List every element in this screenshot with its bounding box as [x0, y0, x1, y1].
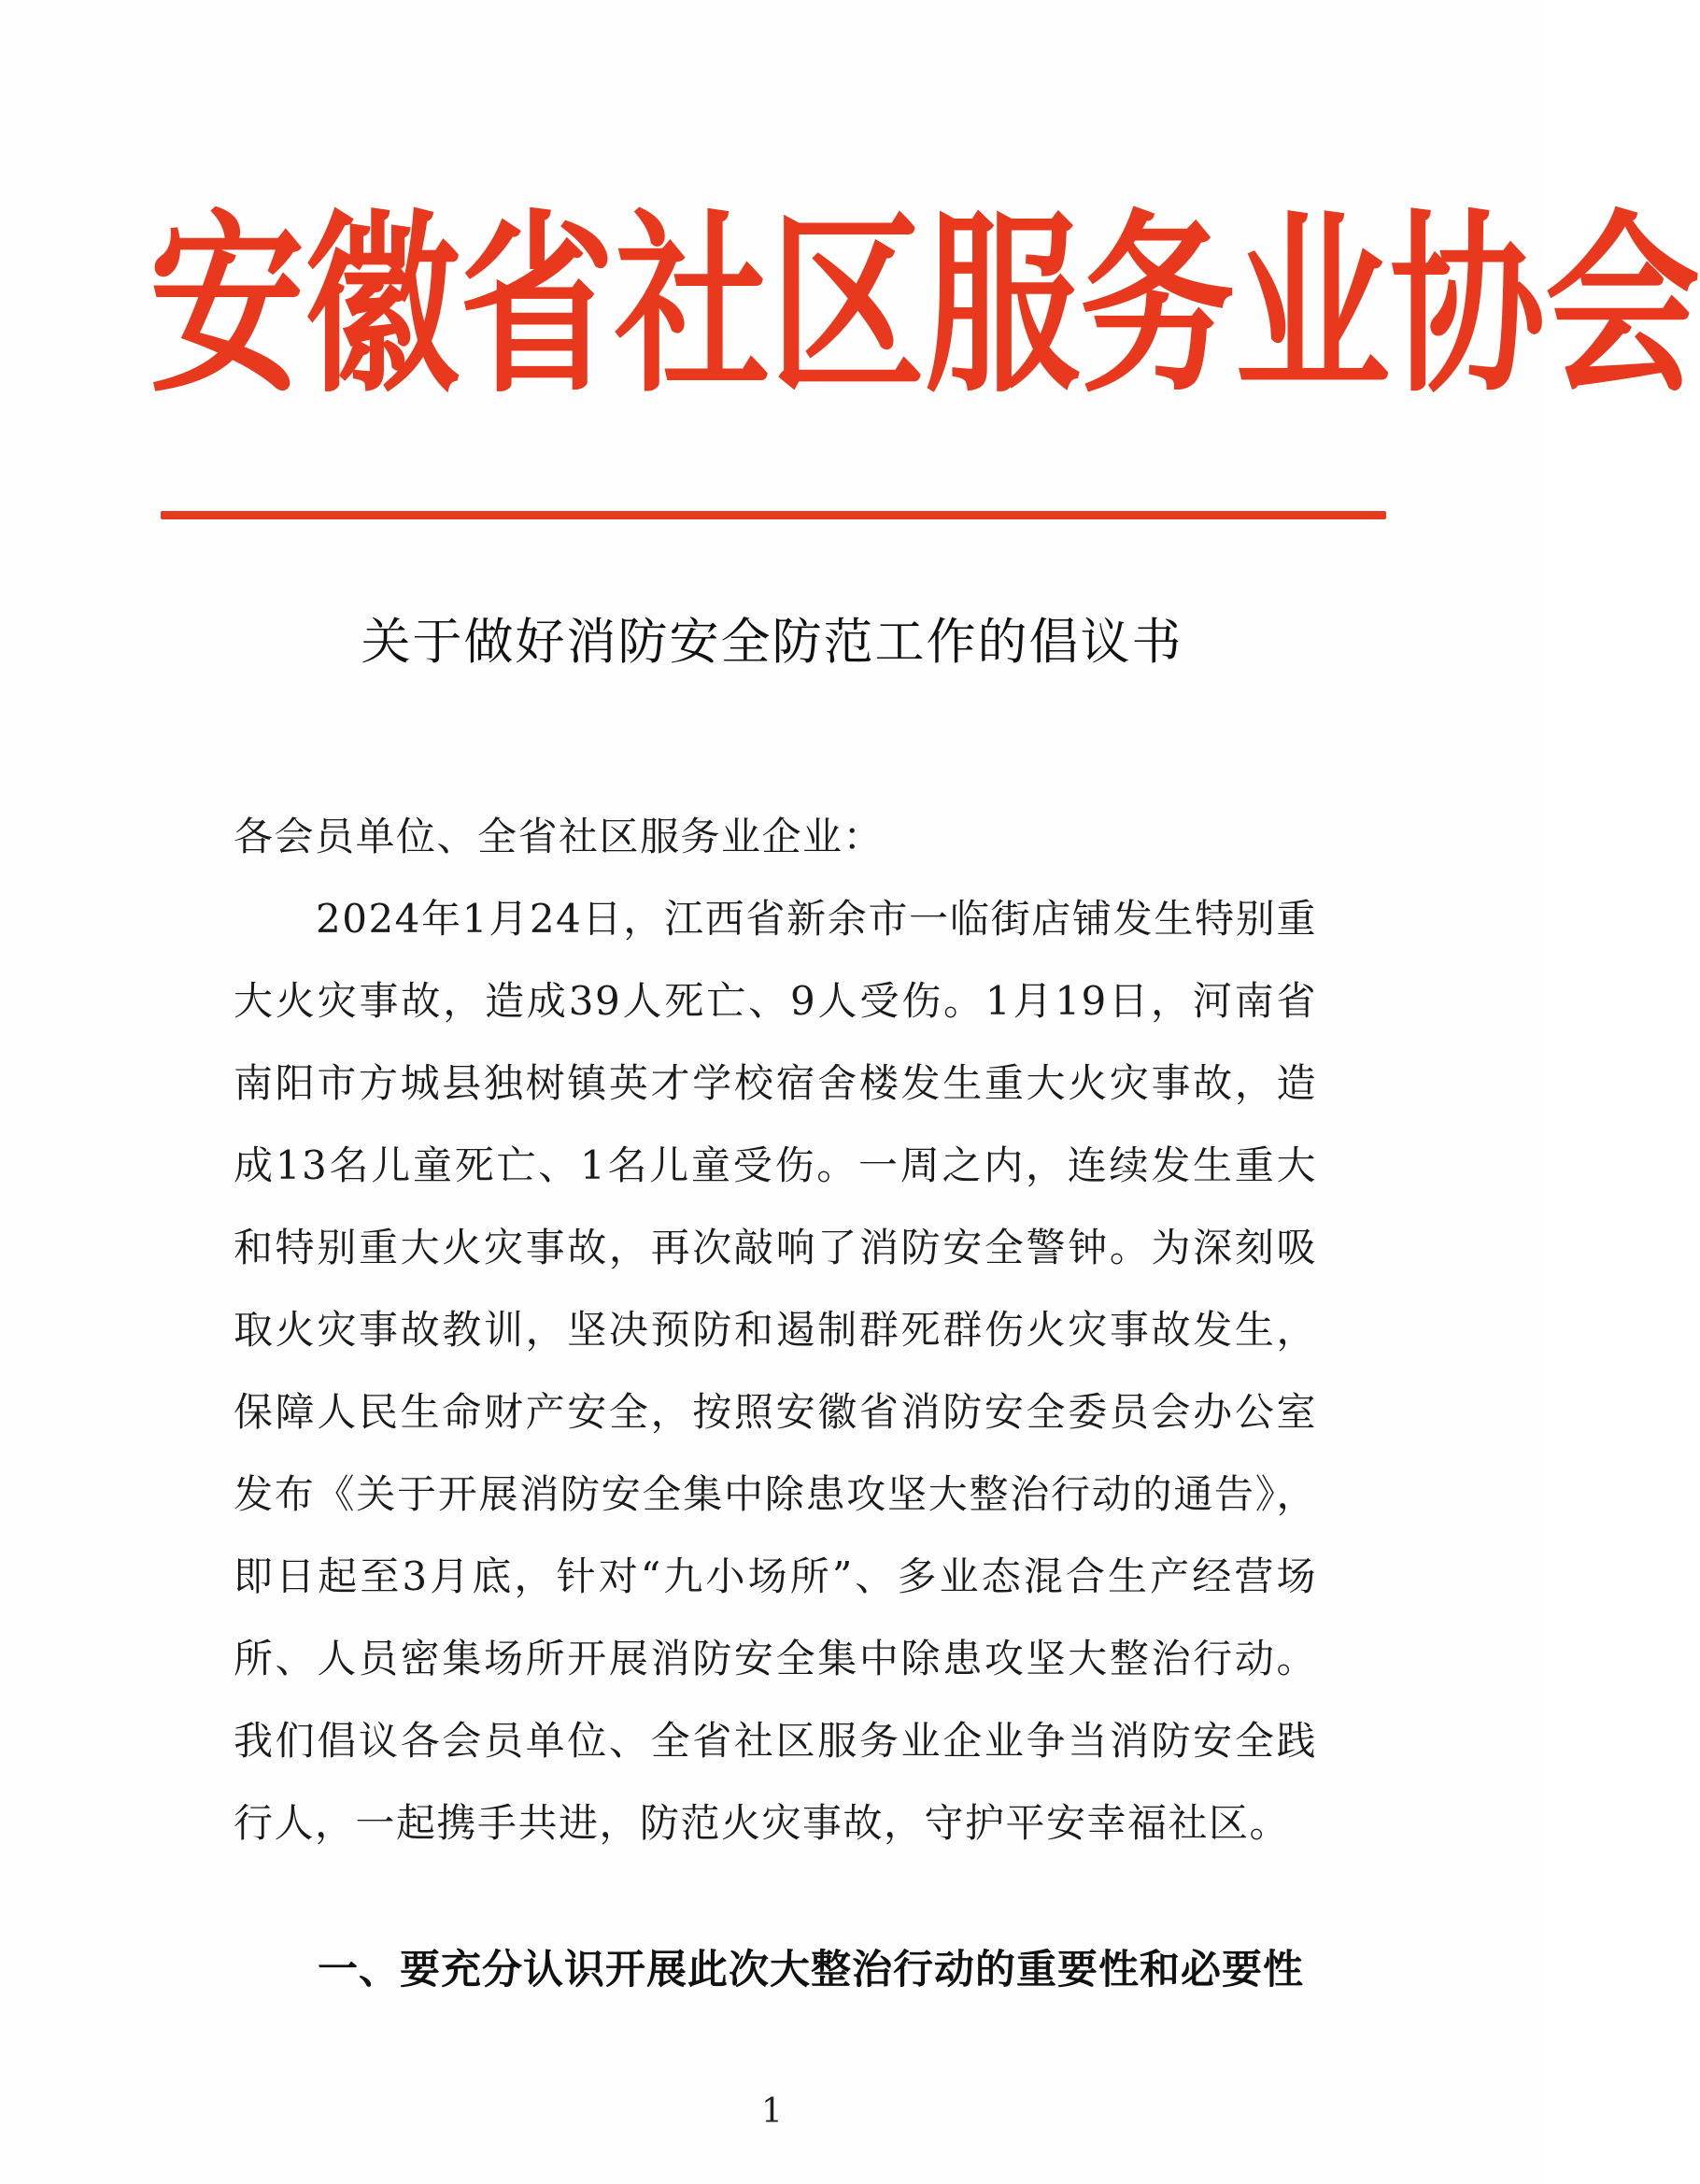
- letterhead-character: 徽: [305, 191, 460, 419]
- document-body: [234, 796, 1317, 1865]
- letterhead-character: 会: [1545, 191, 1700, 419]
- letterhead-character: 区: [770, 191, 925, 419]
- letterhead-character: 协: [1390, 191, 1545, 419]
- salutation: 各会员单位、全省社区服务业企业：: [234, 814, 885, 859]
- letterhead-character: 省: [460, 191, 615, 419]
- letterhead-divider: [161, 511, 1386, 519]
- letterhead-character: 务: [1080, 191, 1235, 419]
- page-number: 1: [761, 2092, 783, 2131]
- letterhead-character: 服: [925, 191, 1080, 419]
- letterhead: [149, 182, 1700, 430]
- section-heading: 一、要充分认识开展此次大整治行动的重要性和必要性: [318, 1947, 1304, 1993]
- letterhead-character: 业: [1235, 191, 1390, 419]
- document-title: 关于做好消防安全防范工作的倡议书: [361, 614, 1183, 671]
- letterhead-character: 社: [615, 191, 770, 419]
- letterhead-character: 安: [149, 191, 305, 419]
- paragraph: 2024年1月24日，江西省新余市一临街店铺发生特别重大火灾事故，造成39人死亡、9人受伤。1月19日，河南省南阳市方城县独树镇英才学校宿舍楼发生重大火灾事故，造成13名儿童死亡、1名儿童受伤。一周之内，连续发生重大和特别重大火灾事故，再次敲响了消防安全警钟。为深刻吸取火灾事故教训，坚决预防和遏制群死群伤火灾事故发生，保障人民生命财产安全，按照安徽省消防安全委员会办公室发布《关于开展消防安全集中除患攻坚大整治行动的通告》，即日起至3月底，针对“九小场所”、多业态混合生产经营场所、人员密集场所开展消防安全集中除患攻坚大整治行动。我们倡议各会员单位、全省社区服务业企业争当消防安全践行人，一起携手共进，防范火灾事故，守护平安幸福社区。: [234, 896, 1317, 1846]
